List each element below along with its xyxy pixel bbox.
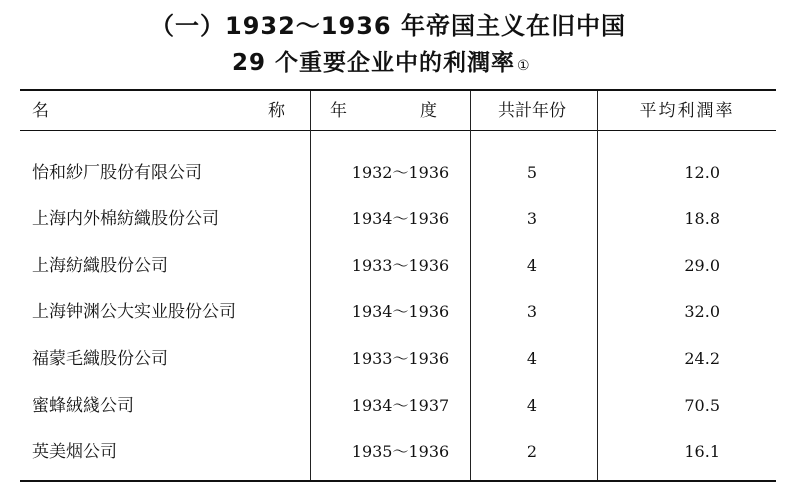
- year-range: 1934～1937: [351, 396, 450, 415]
- year-range: 1933～1936: [351, 349, 450, 368]
- table-row: [20, 437, 776, 467]
- table-row: [20, 204, 776, 234]
- average-profit-rate: 70.5: [684, 396, 720, 415]
- table-row: [20, 344, 776, 374]
- table-bottom-rule: [20, 480, 776, 482]
- title-line-2: [232, 44, 531, 77]
- average-profit-rate: 29.0: [684, 256, 720, 275]
- title-line-1: （一）1932～1936 年帝国主义在旧中国: [150, 12, 626, 40]
- header-year-left: 年: [330, 101, 347, 121]
- year-range: 1934～1936: [351, 209, 450, 228]
- total-years: 5: [526, 163, 538, 182]
- column-divider: [597, 91, 598, 480]
- table-row: [20, 158, 776, 188]
- total-years: 4: [526, 396, 538, 415]
- header-name-right: 称: [268, 101, 285, 121]
- company-name: 上海紡織股份公司: [32, 256, 168, 276]
- total-years: 4: [526, 349, 538, 368]
- total-years: 2: [526, 442, 538, 461]
- total-years: 3: [526, 209, 538, 228]
- footnote-marker: ①: [517, 58, 531, 74]
- table-row: [20, 251, 776, 281]
- year-range: 1933～1936: [351, 256, 450, 275]
- year-range: 1935～1936: [351, 442, 450, 461]
- header-average-profit-rate: 平均利潤率: [639, 101, 735, 121]
- table-top-rule: [20, 89, 776, 91]
- year-range: 1934～1936: [351, 302, 450, 321]
- company-name: 英美烟公司: [32, 442, 117, 462]
- title-line-2-text: 29 个重要企业中的利潤率: [232, 50, 516, 76]
- company-name: 怡和紗厂股份有限公司: [32, 163, 202, 183]
- average-profit-rate: 24.2: [684, 349, 720, 368]
- header-name-left: 名: [32, 101, 49, 121]
- average-profit-rate: 12.0: [684, 163, 720, 182]
- table-header-rule: [20, 130, 776, 131]
- company-name: 上海内外棉紡織股份公司: [32, 209, 219, 229]
- header-total-years: 共計年份: [498, 101, 566, 121]
- company-name: 上海钟渊公大实业股份公司: [32, 302, 236, 322]
- year-range: 1932～1936: [351, 163, 450, 182]
- average-profit-rate: 32.0: [684, 302, 720, 321]
- total-years: 3: [526, 302, 538, 321]
- average-profit-rate: 18.8: [684, 209, 720, 228]
- company-name: 蜜蜂絨綫公司: [32, 396, 134, 416]
- column-divider: [310, 91, 311, 480]
- table-row: [20, 391, 776, 421]
- company-name: 福蒙毛織股份公司: [32, 349, 168, 369]
- table-row: [20, 297, 776, 327]
- total-years: 4: [526, 256, 538, 275]
- column-divider: [470, 91, 471, 480]
- header-year-right: 度: [420, 101, 437, 121]
- average-profit-rate: 16.1: [684, 442, 720, 461]
